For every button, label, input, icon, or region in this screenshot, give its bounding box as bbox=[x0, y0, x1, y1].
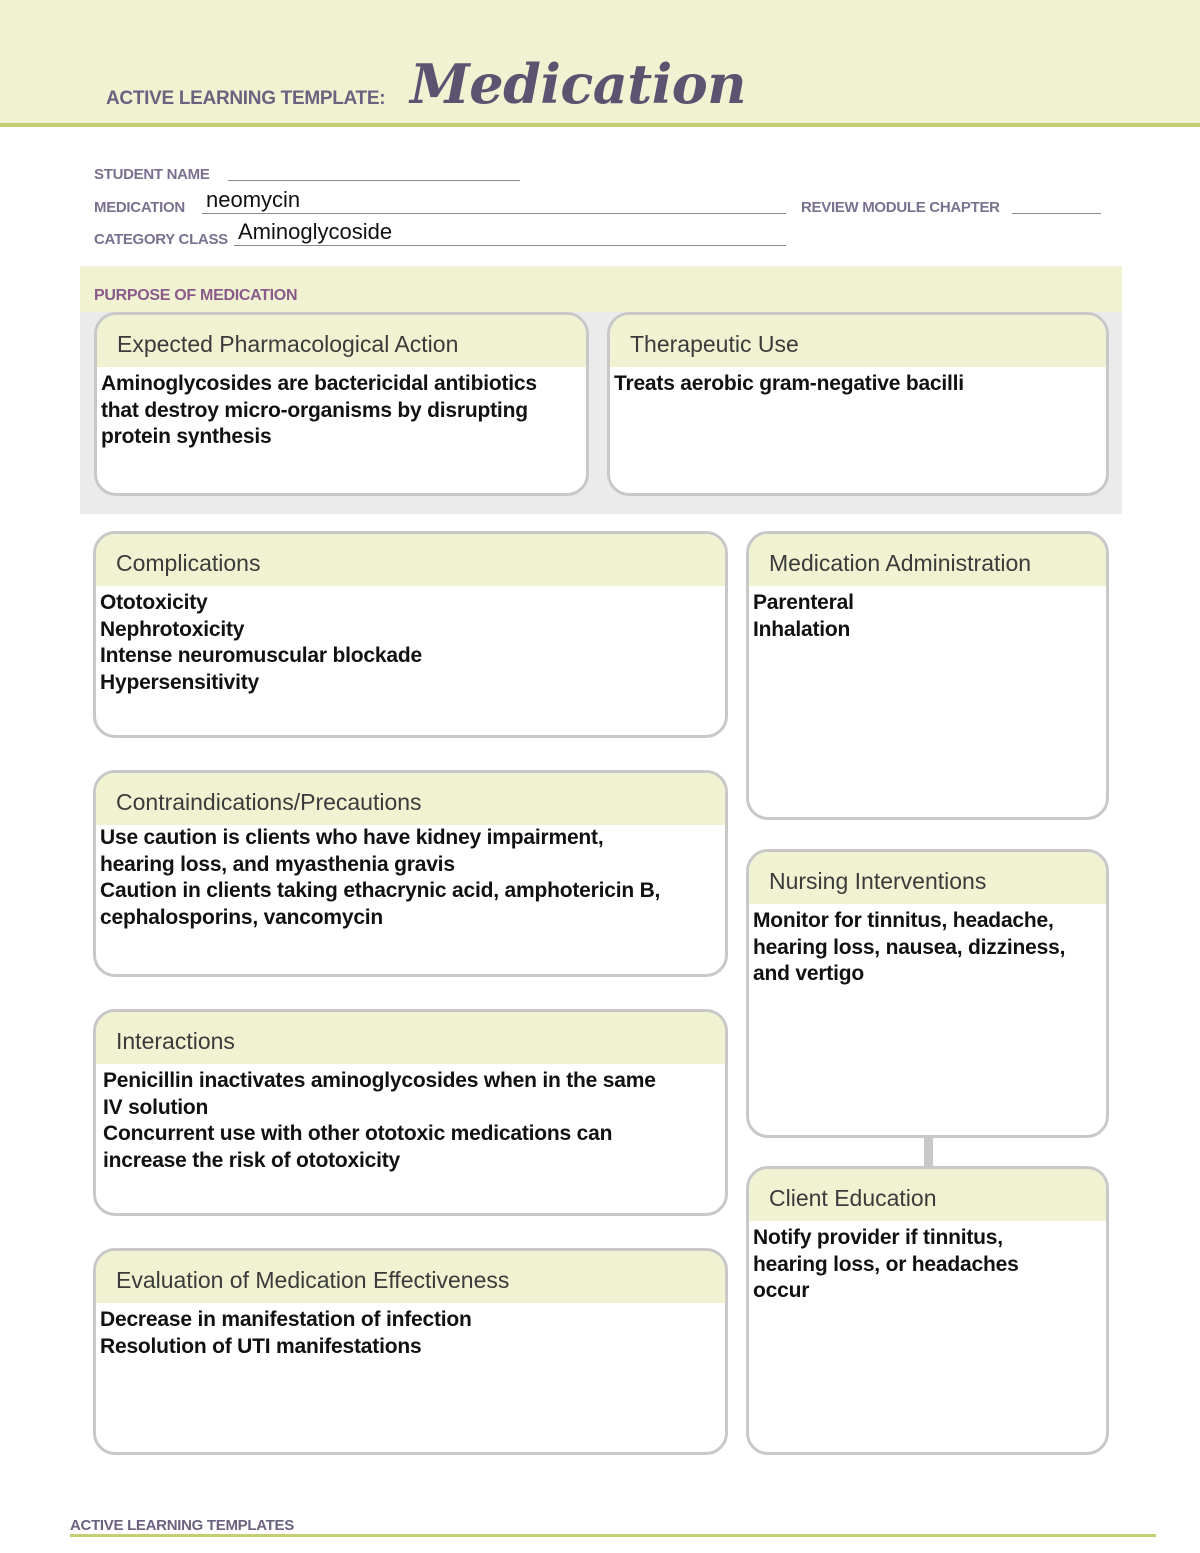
template-title: Medication bbox=[410, 52, 747, 116]
text-line: Concurrent use with other ototoxic medications can bbox=[103, 1122, 613, 1145]
category-class-underline bbox=[234, 245, 786, 246]
client-education-heading: Client Education bbox=[749, 1169, 1106, 1221]
text-line: Penicillin inactivates aminoglycosides when in the same bbox=[103, 1069, 656, 1092]
expected-action-heading: Expected Pharmacological Action bbox=[97, 315, 586, 367]
medication-administration-text[interactable] bbox=[749, 586, 1106, 643]
text-line: that destroy micro-organisms by disrupting bbox=[101, 398, 528, 422]
student-name-underline bbox=[228, 180, 520, 181]
text-line: IV solution bbox=[103, 1095, 209, 1119]
client-education-text[interactable] bbox=[749, 1221, 1106, 1305]
text-line: Decrease in manifestation of infection bbox=[100, 1308, 472, 1331]
complications-text[interactable] bbox=[96, 586, 725, 696]
nursing-interventions-box bbox=[746, 849, 1109, 1138]
text-line: Resolution of UTI manifestations bbox=[100, 1334, 422, 1358]
medication-administration-box bbox=[746, 531, 1109, 820]
category-class-label: CATEGORY CLASS bbox=[94, 231, 228, 248]
text-line: hearing loss, and myasthenia gravis bbox=[100, 852, 455, 876]
complications-box bbox=[93, 531, 728, 738]
text-line: Notify provider if tinnitus, bbox=[753, 1226, 1003, 1249]
nursing-interventions-text[interactable] bbox=[749, 904, 1106, 988]
review-module-label: REVIEW MODULE CHAPTER bbox=[801, 199, 1000, 216]
evaluation-text[interactable] bbox=[96, 1303, 725, 1360]
text-line: protein synthesis bbox=[101, 425, 272, 448]
text-line: Intense neuromuscular blockade bbox=[100, 644, 422, 667]
therapeutic-use-box bbox=[607, 312, 1109, 496]
text-line: hearing loss, or headaches bbox=[753, 1252, 1019, 1276]
contraindications-heading: Contraindications/Precautions bbox=[96, 773, 725, 825]
medication-underline bbox=[202, 213, 786, 214]
complications-heading: Complications bbox=[96, 534, 725, 586]
text-line: cephalosporins, vancomycin bbox=[100, 905, 384, 929]
therapeutic-use-text[interactable] bbox=[610, 367, 1106, 398]
footer-label: ACTIVE LEARNING TEMPLATES bbox=[70, 1517, 294, 1534]
text-line: Parenteral bbox=[753, 591, 854, 614]
evaluation-box bbox=[93, 1248, 728, 1455]
text-line: increase the risk of ototoxicity bbox=[103, 1148, 401, 1172]
therapeutic-use-heading: Therapeutic Use bbox=[610, 315, 1106, 367]
interactions-text[interactable] bbox=[96, 1064, 725, 1174]
interactions-heading: Interactions bbox=[96, 1012, 725, 1064]
text-line: Treats aerobic gram-negative bacilli bbox=[614, 372, 964, 395]
medication-administration-heading: Medication Administration bbox=[749, 534, 1106, 586]
medication-field[interactable]: neomycin bbox=[206, 187, 301, 212]
header-rule bbox=[0, 123, 1200, 127]
text-line: Aminoglycosides are bactericidal antibiotics bbox=[101, 372, 537, 395]
template-label: ACTIVE LEARNING TEMPLATE: bbox=[106, 88, 386, 109]
text-line: Nephrotoxicity bbox=[100, 617, 245, 641]
expected-action-text[interactable] bbox=[97, 367, 586, 451]
interactions-box bbox=[93, 1009, 728, 1216]
contraindications-box bbox=[93, 770, 728, 977]
nursing-interventions-heading: Nursing Interventions bbox=[749, 852, 1106, 904]
text-line: Inhalation bbox=[753, 617, 851, 641]
review-module-underline bbox=[1012, 213, 1101, 214]
student-name-label: STUDENT NAME bbox=[94, 166, 210, 183]
category-class-field[interactable]: Aminoglycoside bbox=[238, 219, 393, 244]
text-line: Ototoxicity bbox=[100, 591, 208, 614]
medication-label: MEDICATION bbox=[94, 199, 185, 216]
text-line: and vertigo bbox=[753, 962, 864, 985]
text-line: occur bbox=[753, 1279, 810, 1302]
expected-action-box bbox=[94, 312, 589, 496]
text-line: hearing loss, nausea, dizziness, bbox=[753, 935, 1066, 959]
text-line: Caution in clients taking ethacrynic acid, amphotericin B, bbox=[100, 879, 661, 902]
text-line: Use caution is clients who have kidney impairment, bbox=[100, 826, 604, 849]
box-connector bbox=[924, 1136, 933, 1166]
client-education-box bbox=[746, 1166, 1109, 1455]
contraindications-text[interactable] bbox=[96, 825, 725, 931]
evaluation-heading: Evaluation of Medication Effectiveness bbox=[96, 1251, 725, 1303]
purpose-title: PURPOSE OF MEDICATION bbox=[94, 287, 298, 304]
text-line: Hypersensitivity bbox=[100, 670, 260, 694]
text-line: Monitor for tinnitus, headache, bbox=[753, 909, 1054, 932]
footer-rule bbox=[70, 1534, 1156, 1537]
